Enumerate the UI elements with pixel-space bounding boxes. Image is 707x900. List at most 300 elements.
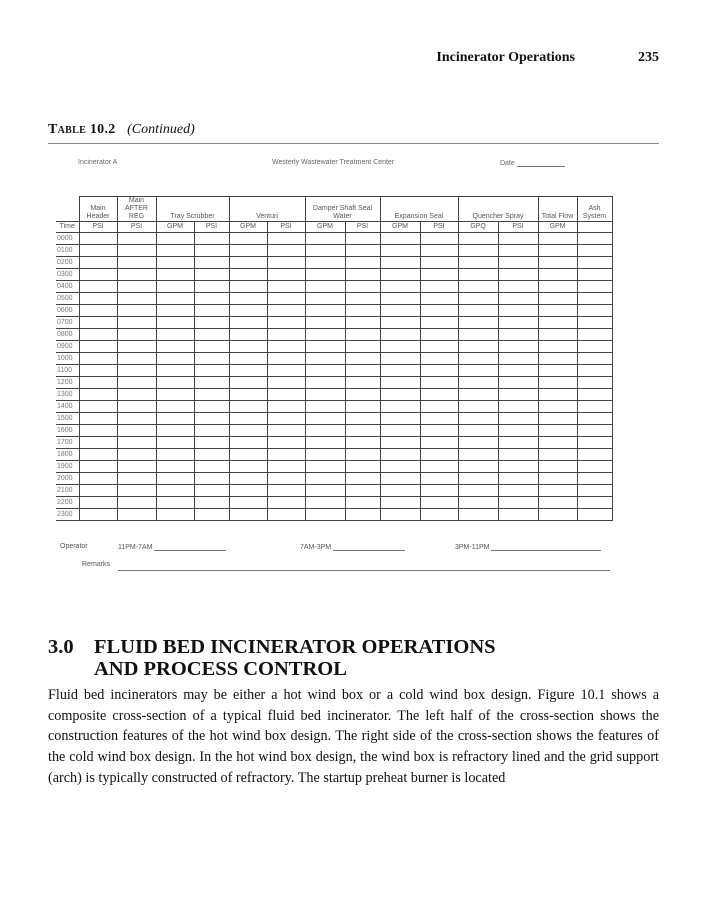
log-entry-cell[interactable] <box>538 305 577 317</box>
log-entry-cell[interactable] <box>458 245 498 257</box>
log-entry-cell[interactable] <box>498 473 538 485</box>
log-entry-cell[interactable] <box>229 413 267 425</box>
log-entry-cell[interactable] <box>345 257 380 269</box>
log-entry-cell[interactable] <box>458 269 498 281</box>
log-entry-cell[interactable] <box>458 449 498 461</box>
log-entry-cell[interactable] <box>538 377 577 389</box>
log-entry-cell[interactable] <box>577 377 612 389</box>
log-entry-cell[interactable] <box>577 233 612 245</box>
log-entry-cell[interactable] <box>79 341 117 353</box>
log-entry-cell[interactable] <box>305 293 345 305</box>
log-entry-cell[interactable] <box>229 461 267 473</box>
log-entry-cell[interactable] <box>345 269 380 281</box>
log-entry-cell[interactable] <box>267 413 305 425</box>
log-entry-cell[interactable] <box>458 461 498 473</box>
log-entry-cell[interactable] <box>345 497 380 509</box>
log-entry-cell[interactable] <box>267 473 305 485</box>
log-entry-cell[interactable] <box>267 269 305 281</box>
log-entry-cell[interactable] <box>420 473 458 485</box>
log-entry-cell[interactable] <box>458 437 498 449</box>
log-entry-cell[interactable] <box>156 305 194 317</box>
log-entry-cell[interactable] <box>380 413 420 425</box>
log-entry-cell[interactable] <box>156 437 194 449</box>
log-entry-cell[interactable] <box>538 233 577 245</box>
log-entry-cell[interactable] <box>498 437 538 449</box>
log-entry-cell[interactable] <box>156 485 194 497</box>
log-entry-cell[interactable] <box>345 509 380 521</box>
log-entry-cell[interactable] <box>117 485 156 497</box>
log-entry-cell[interactable] <box>538 245 577 257</box>
log-entry-cell[interactable] <box>458 401 498 413</box>
log-entry-cell[interactable] <box>79 473 117 485</box>
log-entry-cell[interactable] <box>267 329 305 341</box>
log-entry-cell[interactable] <box>345 317 380 329</box>
log-entry-cell[interactable] <box>229 437 267 449</box>
log-entry-cell[interactable] <box>229 293 267 305</box>
log-entry-cell[interactable] <box>458 293 498 305</box>
log-entry-cell[interactable] <box>267 509 305 521</box>
log-entry-cell[interactable] <box>498 329 538 341</box>
log-entry-cell[interactable] <box>267 401 305 413</box>
log-entry-cell[interactable] <box>380 245 420 257</box>
log-entry-cell[interactable] <box>498 485 538 497</box>
log-entry-cell[interactable] <box>117 305 156 317</box>
log-entry-cell[interactable] <box>577 389 612 401</box>
log-entry-cell[interactable] <box>380 257 420 269</box>
log-entry-cell[interactable] <box>194 293 229 305</box>
log-entry-cell[interactable] <box>420 425 458 437</box>
log-entry-cell[interactable] <box>345 245 380 257</box>
log-entry-cell[interactable] <box>156 497 194 509</box>
log-entry-cell[interactable] <box>79 317 117 329</box>
log-entry-cell[interactable] <box>305 413 345 425</box>
log-entry-cell[interactable] <box>267 257 305 269</box>
log-entry-cell[interactable] <box>156 341 194 353</box>
log-entry-cell[interactable] <box>194 281 229 293</box>
log-entry-cell[interactable] <box>79 437 117 449</box>
log-entry-cell[interactable] <box>229 485 267 497</box>
log-entry-cell[interactable] <box>538 449 577 461</box>
log-entry-cell[interactable] <box>345 233 380 245</box>
log-entry-cell[interactable] <box>458 389 498 401</box>
log-entry-cell[interactable] <box>267 365 305 377</box>
log-entry-cell[interactable] <box>305 509 345 521</box>
log-entry-cell[interactable] <box>229 341 267 353</box>
log-entry-cell[interactable] <box>458 473 498 485</box>
log-entry-cell[interactable] <box>420 377 458 389</box>
log-entry-cell[interactable] <box>305 461 345 473</box>
log-entry-cell[interactable] <box>577 473 612 485</box>
log-entry-cell[interactable] <box>380 329 420 341</box>
log-entry-cell[interactable] <box>117 413 156 425</box>
log-entry-cell[interactable] <box>305 425 345 437</box>
log-entry-cell[interactable] <box>156 401 194 413</box>
log-entry-cell[interactable] <box>117 425 156 437</box>
log-entry-cell[interactable] <box>498 497 538 509</box>
log-entry-cell[interactable] <box>267 437 305 449</box>
log-entry-cell[interactable] <box>420 257 458 269</box>
log-entry-cell[interactable] <box>458 509 498 521</box>
log-entry-cell[interactable] <box>420 341 458 353</box>
log-entry-cell[interactable] <box>577 509 612 521</box>
log-entry-cell[interactable] <box>420 245 458 257</box>
log-entry-cell[interactable] <box>345 329 380 341</box>
log-entry-cell[interactable] <box>498 389 538 401</box>
log-entry-cell[interactable] <box>380 269 420 281</box>
log-entry-cell[interactable] <box>458 413 498 425</box>
log-entry-cell[interactable] <box>577 437 612 449</box>
log-entry-cell[interactable] <box>420 497 458 509</box>
log-entry-cell[interactable] <box>79 461 117 473</box>
log-entry-cell[interactable] <box>380 449 420 461</box>
log-entry-cell[interactable] <box>267 353 305 365</box>
log-entry-cell[interactable] <box>498 317 538 329</box>
log-entry-cell[interactable] <box>498 377 538 389</box>
log-entry-cell[interactable] <box>498 401 538 413</box>
log-entry-cell[interactable] <box>229 353 267 365</box>
log-entry-cell[interactable] <box>117 317 156 329</box>
log-entry-cell[interactable] <box>79 293 117 305</box>
log-entry-cell[interactable] <box>380 461 420 473</box>
log-entry-cell[interactable] <box>79 305 117 317</box>
log-entry-cell[interactable] <box>305 245 345 257</box>
log-entry-cell[interactable] <box>267 425 305 437</box>
log-entry-cell[interactable] <box>229 377 267 389</box>
log-entry-cell[interactable] <box>458 305 498 317</box>
log-entry-cell[interactable] <box>267 461 305 473</box>
log-entry-cell[interactable] <box>229 365 267 377</box>
log-entry-cell[interactable] <box>267 485 305 497</box>
log-entry-cell[interactable] <box>194 269 229 281</box>
log-entry-cell[interactable] <box>79 353 117 365</box>
log-entry-cell[interactable] <box>345 449 380 461</box>
log-entry-cell[interactable] <box>156 413 194 425</box>
log-entry-cell[interactable] <box>267 305 305 317</box>
log-entry-cell[interactable] <box>498 341 538 353</box>
log-entry-cell[interactable] <box>420 329 458 341</box>
log-entry-cell[interactable] <box>117 401 156 413</box>
log-entry-cell[interactable] <box>267 245 305 257</box>
log-entry-cell[interactable] <box>194 245 229 257</box>
log-entry-cell[interactable] <box>498 269 538 281</box>
log-entry-cell[interactable] <box>267 233 305 245</box>
log-entry-cell[interactable] <box>420 269 458 281</box>
log-entry-cell[interactable] <box>345 305 380 317</box>
log-entry-cell[interactable] <box>538 353 577 365</box>
log-entry-cell[interactable] <box>194 233 229 245</box>
log-entry-cell[interactable] <box>380 281 420 293</box>
log-entry-cell[interactable] <box>194 341 229 353</box>
log-entry-cell[interactable] <box>577 401 612 413</box>
log-entry-cell[interactable] <box>538 365 577 377</box>
log-entry-cell[interactable] <box>538 269 577 281</box>
log-entry-cell[interactable] <box>79 233 117 245</box>
log-entry-cell[interactable] <box>267 293 305 305</box>
log-entry-cell[interactable] <box>117 245 156 257</box>
log-entry-cell[interactable] <box>156 425 194 437</box>
log-entry-cell[interactable] <box>420 413 458 425</box>
log-entry-cell[interactable] <box>345 341 380 353</box>
log-entry-cell[interactable] <box>380 437 420 449</box>
log-entry-cell[interactable] <box>156 389 194 401</box>
log-entry-cell[interactable] <box>194 365 229 377</box>
log-entry-cell[interactable] <box>498 257 538 269</box>
log-entry-cell[interactable] <box>345 461 380 473</box>
log-entry-cell[interactable] <box>458 365 498 377</box>
log-entry-cell[interactable] <box>538 281 577 293</box>
log-entry-cell[interactable] <box>79 401 117 413</box>
log-entry-cell[interactable] <box>345 293 380 305</box>
log-entry-cell[interactable] <box>156 461 194 473</box>
log-entry-cell[interactable] <box>498 413 538 425</box>
log-entry-cell[interactable] <box>577 485 612 497</box>
log-entry-cell[interactable] <box>117 281 156 293</box>
log-entry-cell[interactable] <box>156 353 194 365</box>
log-entry-cell[interactable] <box>577 293 612 305</box>
log-entry-cell[interactable] <box>380 401 420 413</box>
log-entry-cell[interactable] <box>345 413 380 425</box>
log-entry-cell[interactable] <box>538 401 577 413</box>
log-entry-cell[interactable] <box>156 365 194 377</box>
log-entry-cell[interactable] <box>380 317 420 329</box>
log-entry-cell[interactable] <box>229 401 267 413</box>
log-entry-cell[interactable] <box>420 305 458 317</box>
log-entry-cell[interactable] <box>577 329 612 341</box>
log-entry-cell[interactable] <box>458 281 498 293</box>
log-entry-cell[interactable] <box>229 269 267 281</box>
log-entry-cell[interactable] <box>380 497 420 509</box>
log-entry-cell[interactable] <box>498 353 538 365</box>
log-entry-cell[interactable] <box>577 317 612 329</box>
log-entry-cell[interactable] <box>229 257 267 269</box>
log-entry-cell[interactable] <box>380 389 420 401</box>
log-entry-cell[interactable] <box>305 437 345 449</box>
log-entry-cell[interactable] <box>538 293 577 305</box>
log-entry-cell[interactable] <box>577 365 612 377</box>
log-entry-cell[interactable] <box>380 377 420 389</box>
log-entry-cell[interactable] <box>305 353 345 365</box>
log-entry-cell[interactable] <box>117 449 156 461</box>
log-entry-cell[interactable] <box>305 449 345 461</box>
log-entry-cell[interactable] <box>305 341 345 353</box>
log-entry-cell[interactable] <box>577 245 612 257</box>
log-entry-cell[interactable] <box>267 449 305 461</box>
log-entry-cell[interactable] <box>577 425 612 437</box>
log-entry-cell[interactable] <box>156 281 194 293</box>
log-entry-cell[interactable] <box>577 305 612 317</box>
log-entry-cell[interactable] <box>229 317 267 329</box>
log-entry-cell[interactable] <box>345 401 380 413</box>
log-entry-cell[interactable] <box>156 317 194 329</box>
log-entry-cell[interactable] <box>117 341 156 353</box>
log-entry-cell[interactable] <box>420 281 458 293</box>
log-entry-cell[interactable] <box>117 365 156 377</box>
log-entry-cell[interactable] <box>538 329 577 341</box>
log-entry-cell[interactable] <box>420 233 458 245</box>
log-entry-cell[interactable] <box>305 281 345 293</box>
log-entry-cell[interactable] <box>380 233 420 245</box>
log-entry-cell[interactable] <box>79 245 117 257</box>
log-entry-cell[interactable] <box>229 425 267 437</box>
log-entry-cell[interactable] <box>577 269 612 281</box>
log-entry-cell[interactable] <box>194 473 229 485</box>
log-entry-cell[interactable] <box>458 257 498 269</box>
log-entry-cell[interactable] <box>458 353 498 365</box>
log-entry-cell[interactable] <box>305 389 345 401</box>
log-entry-cell[interactable] <box>79 413 117 425</box>
log-entry-cell[interactable] <box>79 329 117 341</box>
log-entry-cell[interactable] <box>194 317 229 329</box>
log-entry-cell[interactable] <box>498 233 538 245</box>
log-entry-cell[interactable] <box>267 497 305 509</box>
log-entry-cell[interactable] <box>156 509 194 521</box>
log-entry-cell[interactable] <box>305 329 345 341</box>
log-entry-cell[interactable] <box>345 473 380 485</box>
log-entry-cell[interactable] <box>577 353 612 365</box>
log-entry-cell[interactable] <box>305 233 345 245</box>
log-entry-cell[interactable] <box>305 317 345 329</box>
log-entry-cell[interactable] <box>380 341 420 353</box>
log-entry-cell[interactable] <box>538 461 577 473</box>
log-entry-cell[interactable] <box>267 389 305 401</box>
log-entry-cell[interactable] <box>538 341 577 353</box>
log-entry-cell[interactable] <box>538 425 577 437</box>
log-entry-cell[interactable] <box>156 473 194 485</box>
log-entry-cell[interactable] <box>345 389 380 401</box>
log-entry-cell[interactable] <box>305 485 345 497</box>
log-entry-cell[interactable] <box>458 233 498 245</box>
log-entry-cell[interactable] <box>305 269 345 281</box>
log-entry-cell[interactable] <box>79 485 117 497</box>
log-entry-cell[interactable] <box>538 389 577 401</box>
log-entry-cell[interactable] <box>345 365 380 377</box>
log-entry-cell[interactable] <box>194 413 229 425</box>
log-entry-cell[interactable] <box>420 317 458 329</box>
log-entry-cell[interactable] <box>380 293 420 305</box>
log-entry-cell[interactable] <box>194 461 229 473</box>
log-entry-cell[interactable] <box>117 353 156 365</box>
log-entry-cell[interactable] <box>538 317 577 329</box>
log-entry-cell[interactable] <box>79 269 117 281</box>
log-entry-cell[interactable] <box>458 497 498 509</box>
log-entry-cell[interactable] <box>420 353 458 365</box>
log-entry-cell[interactable] <box>345 425 380 437</box>
log-entry-cell[interactable] <box>498 461 538 473</box>
log-entry-cell[interactable] <box>79 425 117 437</box>
log-entry-cell[interactable] <box>117 437 156 449</box>
log-entry-cell[interactable] <box>305 305 345 317</box>
log-entry-cell[interactable] <box>79 377 117 389</box>
log-entry-cell[interactable] <box>117 473 156 485</box>
log-entry-cell[interactable] <box>345 485 380 497</box>
log-entry-cell[interactable] <box>156 293 194 305</box>
log-entry-cell[interactable] <box>345 353 380 365</box>
log-entry-cell[interactable] <box>538 509 577 521</box>
log-entry-cell[interactable] <box>420 437 458 449</box>
log-entry-cell[interactable] <box>305 377 345 389</box>
log-entry-cell[interactable] <box>156 257 194 269</box>
log-entry-cell[interactable] <box>117 461 156 473</box>
log-entry-cell[interactable] <box>305 473 345 485</box>
log-entry-cell[interactable] <box>420 365 458 377</box>
log-entry-cell[interactable] <box>498 449 538 461</box>
log-entry-cell[interactable] <box>117 293 156 305</box>
log-entry-cell[interactable] <box>117 509 156 521</box>
log-entry-cell[interactable] <box>194 509 229 521</box>
log-entry-cell[interactable] <box>458 425 498 437</box>
log-entry-cell[interactable] <box>577 341 612 353</box>
log-entry-cell[interactable] <box>538 257 577 269</box>
log-entry-cell[interactable] <box>538 485 577 497</box>
log-entry-cell[interactable] <box>79 389 117 401</box>
log-entry-cell[interactable] <box>117 389 156 401</box>
log-entry-cell[interactable] <box>577 497 612 509</box>
log-entry-cell[interactable] <box>156 245 194 257</box>
log-entry-cell[interactable] <box>420 401 458 413</box>
log-entry-cell[interactable] <box>194 389 229 401</box>
log-entry-cell[interactable] <box>380 353 420 365</box>
log-entry-cell[interactable] <box>117 497 156 509</box>
log-entry-cell[interactable] <box>420 293 458 305</box>
log-entry-cell[interactable] <box>229 233 267 245</box>
log-entry-cell[interactable] <box>498 509 538 521</box>
log-entry-cell[interactable] <box>194 353 229 365</box>
log-entry-cell[interactable] <box>577 449 612 461</box>
log-entry-cell[interactable] <box>117 233 156 245</box>
log-entry-cell[interactable] <box>538 497 577 509</box>
log-entry-cell[interactable] <box>79 365 117 377</box>
log-entry-cell[interactable] <box>229 473 267 485</box>
log-entry-cell[interactable] <box>458 377 498 389</box>
log-entry-cell[interactable] <box>229 329 267 341</box>
log-entry-cell[interactable] <box>79 257 117 269</box>
log-entry-cell[interactable] <box>267 317 305 329</box>
log-entry-cell[interactable] <box>380 485 420 497</box>
log-entry-cell[interactable] <box>79 497 117 509</box>
log-entry-cell[interactable] <box>345 281 380 293</box>
log-entry-cell[interactable] <box>194 485 229 497</box>
log-entry-cell[interactable] <box>498 425 538 437</box>
log-entry-cell[interactable] <box>194 449 229 461</box>
log-entry-cell[interactable] <box>498 245 538 257</box>
log-entry-cell[interactable] <box>194 305 229 317</box>
log-entry-cell[interactable] <box>117 257 156 269</box>
log-entry-cell[interactable] <box>577 461 612 473</box>
log-entry-cell[interactable] <box>420 449 458 461</box>
log-entry-cell[interactable] <box>380 425 420 437</box>
log-entry-cell[interactable] <box>538 437 577 449</box>
log-entry-cell[interactable] <box>577 413 612 425</box>
log-entry-cell[interactable] <box>194 377 229 389</box>
log-entry-cell[interactable] <box>458 341 498 353</box>
log-entry-cell[interactable] <box>229 281 267 293</box>
log-entry-cell[interactable] <box>156 329 194 341</box>
log-entry-cell[interactable] <box>538 413 577 425</box>
log-entry-cell[interactable] <box>577 257 612 269</box>
log-entry-cell[interactable] <box>498 293 538 305</box>
log-entry-cell[interactable] <box>420 509 458 521</box>
log-entry-cell[interactable] <box>420 461 458 473</box>
log-entry-cell[interactable] <box>458 485 498 497</box>
log-entry-cell[interactable] <box>229 389 267 401</box>
log-entry-cell[interactable] <box>267 377 305 389</box>
log-entry-cell[interactable] <box>194 329 229 341</box>
log-entry-cell[interactable] <box>267 281 305 293</box>
log-entry-cell[interactable] <box>458 329 498 341</box>
log-entry-cell[interactable] <box>305 401 345 413</box>
log-entry-cell[interactable] <box>156 377 194 389</box>
log-entry-cell[interactable] <box>380 365 420 377</box>
